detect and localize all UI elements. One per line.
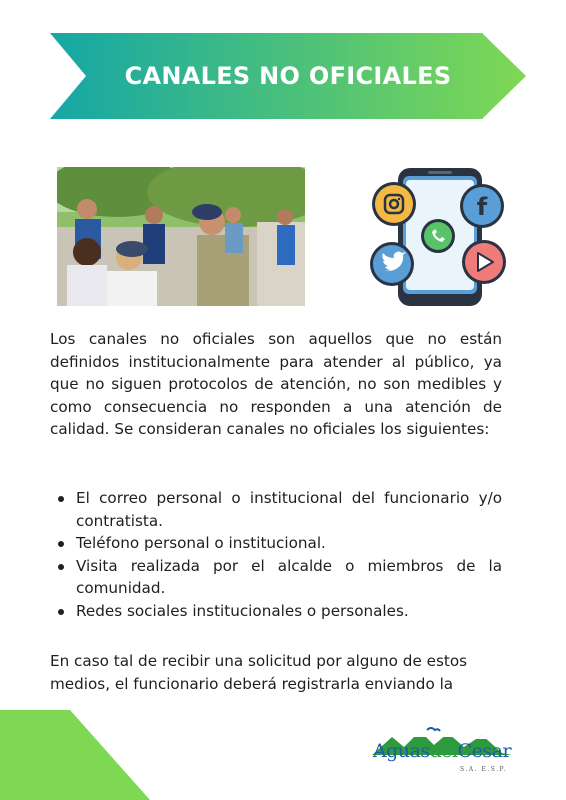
list-item: Visita realizada por el alcalde o miembros de la comunidad. bbox=[50, 555, 502, 600]
company-logo: AguasdelCesar bbox=[372, 740, 512, 762]
list-item: Teléfono personal o institucional. bbox=[50, 532, 502, 555]
youtube-icon bbox=[462, 240, 506, 284]
facebook-icon bbox=[460, 184, 504, 228]
intro-paragraph: Los canales no oficiales son aquellos que no están definidos institucionalmente para atender al público, ya que no siguen protocolos de atención, no son medibles y como consecuencia no responden a una atención de calidad. Se consideran canales no oficiales los siguientes: bbox=[50, 330, 502, 438]
corner-decoration bbox=[0, 710, 150, 800]
list-item: El correo personal o institucional del funcionario y/o contratista. bbox=[50, 487, 502, 532]
bullet-icon bbox=[58, 609, 64, 615]
channels-list bbox=[50, 487, 502, 622]
bullet-icon bbox=[58, 496, 64, 502]
whatsapp-icon bbox=[421, 219, 455, 253]
logo-suffix: S.A. E.S.P. bbox=[460, 766, 508, 773]
social-media-illustration bbox=[366, 166, 508, 308]
page-title: CANALES NO OFICIALES bbox=[124, 62, 452, 90]
bullet-icon bbox=[58, 564, 64, 570]
closing-paragraph: En caso tal de recibir una solicitud por alguno de estos medios, el funcionario deberá registrarla enviando la bbox=[50, 652, 468, 693]
list-item: Redes sociales institucionales o personales. bbox=[50, 600, 502, 623]
title-banner bbox=[50, 33, 526, 119]
instagram-icon bbox=[372, 182, 416, 226]
svg-text:f: f bbox=[476, 193, 488, 221]
bullet-icon bbox=[58, 541, 64, 547]
meeting-photo bbox=[57, 167, 305, 306]
twitter-icon bbox=[370, 242, 414, 286]
